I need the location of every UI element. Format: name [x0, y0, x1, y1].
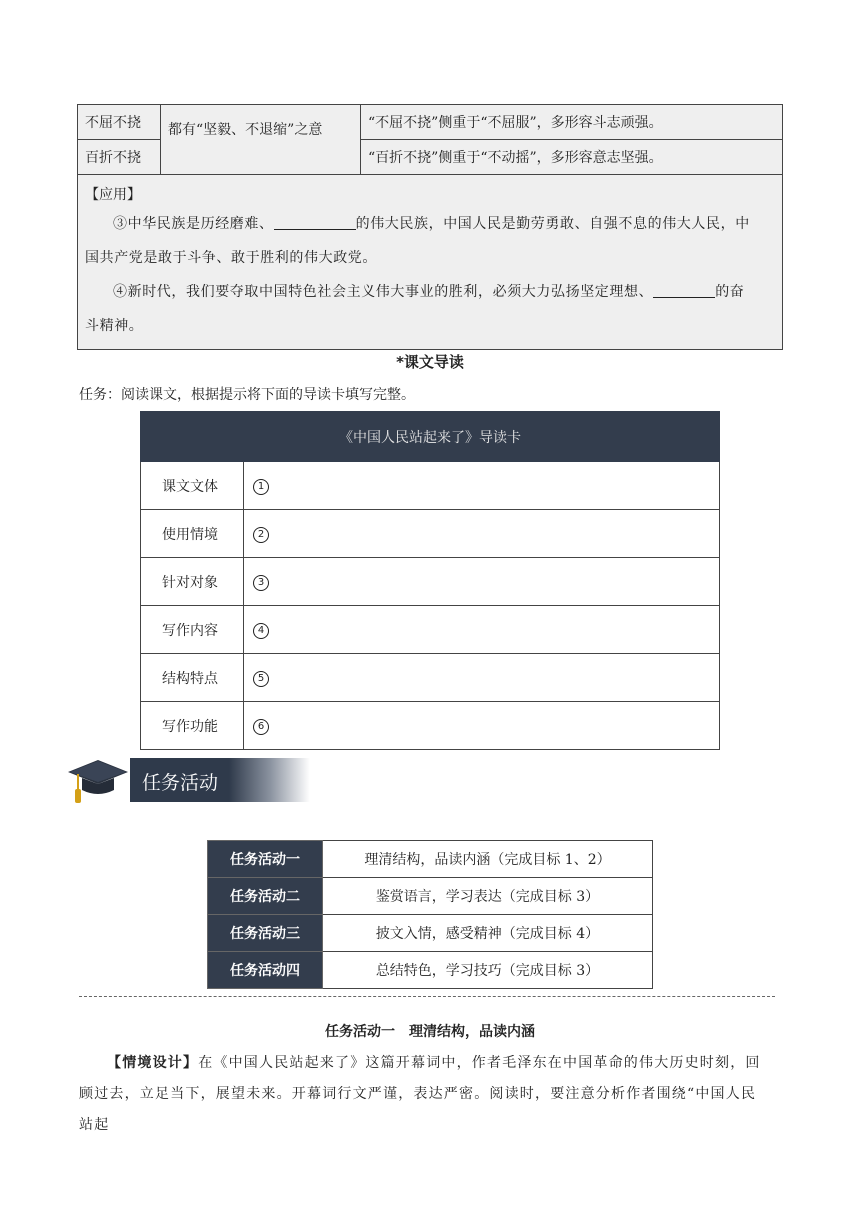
guide-row: [141, 606, 720, 654]
application-sentence-3: ③中华民族是历经磨难、 的伟大民族，中国人民是勤劳勇敢、自强不息的伟大人民，中: [113, 216, 750, 232]
guide-answer-field[interactable]: [244, 654, 720, 702]
guide-answer-field[interactable]: [244, 702, 720, 750]
fill-blank[interactable]: [653, 283, 715, 298]
guide-row: [141, 654, 720, 702]
guide-label: 写作功能: [141, 702, 244, 750]
guide-label: 针对对象: [141, 558, 244, 606]
circled-number: 6: [253, 719, 269, 735]
section-title: *课文导读: [396, 353, 464, 371]
task-activity-banner: [66, 752, 316, 808]
guide-row: [141, 462, 720, 510]
activity-desc: 理清结构，品读内涵（完成目标 1、2）: [323, 841, 653, 878]
activities-table: [207, 840, 653, 989]
activity-row: [208, 952, 653, 989]
application-sentence-4-cont: 斗精神。: [85, 318, 144, 334]
activity-desc: 总结特色，学习技巧（完成目标 3）: [323, 952, 653, 989]
activity-name: 任务活动三: [208, 915, 323, 952]
application-row: [78, 175, 783, 350]
application-cell: [78, 175, 783, 350]
scenario-label: 【情境设计】: [107, 1055, 199, 1071]
word-cell: 不屈不挠: [78, 105, 161, 140]
synonym-row: [78, 105, 783, 140]
activity-name: 任务活动四: [208, 952, 323, 989]
synonym-table: [77, 104, 783, 350]
guide-answer-field[interactable]: [244, 462, 720, 510]
guide-row: [141, 510, 720, 558]
guide-row: [141, 702, 720, 750]
explanation-cell: “百折不挠”侧重于“不动摇”，多形容意志坚强。: [361, 140, 783, 175]
activity-row: [208, 841, 653, 878]
application-sentence-4: ④新时代，我们要夺取中国特色社会主义伟大事业的胜利，必须大力弘扬坚定理想、 的奋: [113, 284, 745, 300]
guide-answer-field[interactable]: [244, 510, 720, 558]
word-cell: 百折不挠: [78, 140, 161, 175]
activity-name: 任务活动一: [208, 841, 323, 878]
activity-name: 任务活动二: [208, 878, 323, 915]
guide-label: 使用情境: [141, 510, 244, 558]
guide-card-table: [140, 411, 720, 750]
scenario-paragraph: [79, 1048, 771, 1141]
explanation-cell: “不屈不挠”侧重于“不屈服”，多形容斗志顽强。: [361, 105, 783, 140]
activity-desc: 鉴赏语言，学习表达（完成目标 3）: [323, 878, 653, 915]
task-instruction: 任务：阅读课文，根据提示将下面的导读卡填写完整。: [79, 387, 415, 403]
guide-label: 写作内容: [141, 606, 244, 654]
activity-row: [208, 878, 653, 915]
banner-title: 任务活动: [142, 772, 219, 794]
guide-label: 课文文体: [141, 462, 244, 510]
circled-number: 5: [253, 671, 269, 687]
shared-meaning-cell: 都有“坚毅、不退缩”之意: [161, 105, 361, 175]
application-sentence-3-cont: 国共产党是敢于斗争、敢于胜利的伟大政党。: [85, 250, 377, 266]
scenario-text: 在《中国人民站起来了》这篇开幕词中，作者毛泽东在中国革命的伟大历史时刻，回顾过去，立足当下，展望未来。开幕词行文严谨，表达严密。阅读时，要注意分析作者围绕“中国人民站起: [79, 1055, 761, 1133]
activity-row: [208, 915, 653, 952]
activity-desc: 披文入情，感受精神（完成目标 4）: [323, 915, 653, 952]
guide-card-title: 《中国人民站起来了》导读卡: [141, 412, 720, 462]
circled-number: 1: [253, 479, 269, 495]
circled-number: 3: [253, 575, 269, 591]
circled-number: 4: [253, 623, 269, 639]
guide-label: 结构特点: [141, 654, 244, 702]
dashed-divider: [79, 996, 775, 997]
application-heading: 【应用】: [85, 187, 141, 203]
circled-number: 2: [253, 527, 269, 543]
activity-one-title: 任务活动一 理清结构，品读内涵: [325, 1024, 535, 1040]
banner-bar: [130, 758, 310, 802]
guide-row: [141, 558, 720, 606]
guide-answer-field[interactable]: [244, 558, 720, 606]
graduation-cap-icon: [66, 752, 130, 808]
fill-blank[interactable]: [274, 215, 356, 230]
guide-answer-field[interactable]: [244, 606, 720, 654]
